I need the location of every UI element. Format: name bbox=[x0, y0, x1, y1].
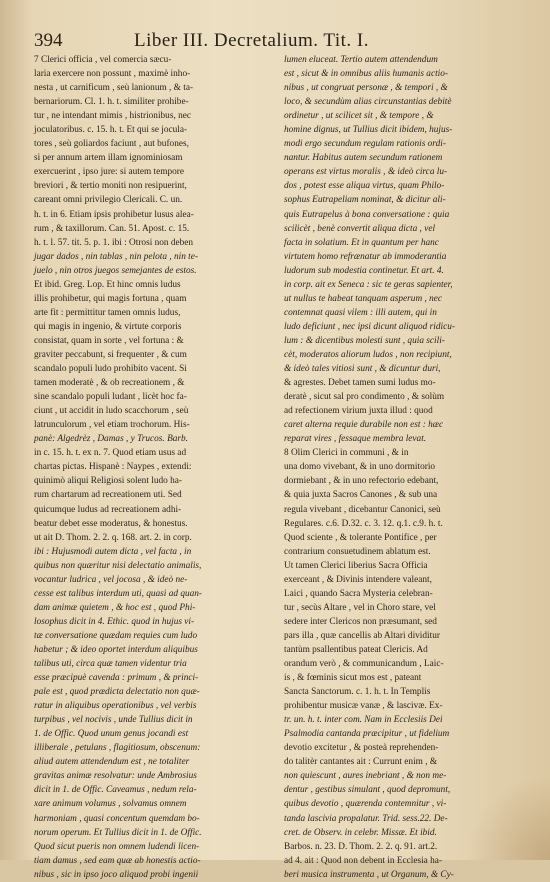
text-line: careant omni privilegio Clericali. C. un. bbox=[34, 195, 183, 206]
text-line: is , & fœminis sicut mos est , pateant bbox=[284, 673, 422, 684]
page-number: 394 bbox=[34, 30, 63, 51]
text-line: consistat, quam in sorte , vel fortuna : & bbox=[34, 335, 184, 346]
text-line: dam animæ quietem , & hoc est , quod Phi- bbox=[34, 602, 196, 613]
text-line: tanda lascivia propalatur. Trid. sess.22. De- bbox=[284, 813, 448, 824]
text-line: arte fit : permittitur tamen omnis ludus, bbox=[34, 307, 181, 318]
text-line: illiberale , petulans , flagitiosum, obscenum: bbox=[34, 743, 201, 754]
text-line: harmoniam , quasi concentum quemdam bo- bbox=[34, 813, 200, 824]
text-line: operans est virtus moralis , & ideò circa lu- bbox=[284, 167, 448, 178]
text-line: dormiebant , & in uno refectorio edebant, bbox=[284, 476, 439, 487]
text-line: ut ait D. Thom. 2. 2. q. 168. art. 2. in corp. bbox=[34, 532, 192, 543]
text-line: jugar dados , nin tablas , nin pelota , nin te- bbox=[34, 251, 198, 262]
text-line: Regulares. c.6. D.32. c. 3. 12. q.1. c.9. h. t. bbox=[284, 518, 443, 529]
text-line: non quiescunt , aures inebriant , & non me- bbox=[284, 771, 447, 782]
text-line: Psalmodia cantanda præcipitur , ut fidelium bbox=[284, 729, 450, 740]
text-line: beatur debet esse moderatus, & honestus. bbox=[34, 518, 188, 529]
text-line: Laici , quando Sacra Mysteria celebran- bbox=[284, 588, 433, 599]
text-line: tantùm psallentibus pateat Clericis. Ad bbox=[284, 644, 428, 655]
text-line: caret alterna requie durabile non est : hæc bbox=[284, 420, 444, 431]
text-line: breviori , & tertio moniti non resipuerint, bbox=[34, 181, 187, 192]
text-line: talibus uti, circa quæ tamen videntur tria bbox=[34, 659, 187, 670]
text-line: habetur ; & ideo oportet interdum aliquibus bbox=[34, 644, 198, 655]
text-line: dicit in 1. de Offic. Caveamus , nedum rela- bbox=[34, 785, 197, 796]
text-line: sine scandalo populi ludant , licèt hoc fa- bbox=[34, 392, 187, 403]
text-line: laria exercere non possunt , maximè inho- bbox=[34, 69, 191, 80]
text-line: loco, & secundùm alias circunstantias debitè bbox=[284, 97, 452, 108]
text-line: nibus , ut congruat personæ , & tempori , & bbox=[284, 83, 448, 94]
text-line: Barbos. n. 23. D. Thom. 2. 2. q. 91. art.2. bbox=[284, 841, 438, 852]
left-text-column bbox=[34, 53, 272, 880]
text-line: cesse est talibus interdum uti, quasi ad quan- bbox=[34, 588, 203, 599]
text-line: una domo vivebant, & in uno dormitorio bbox=[284, 462, 436, 473]
text-line: latrunculorum , vel etiam trochorum. His- bbox=[34, 420, 190, 431]
text-line: dos , potest esse aliqua virtus, quam Philo- bbox=[284, 181, 445, 192]
text-line: si per annum artem illam ignominiosam bbox=[34, 153, 183, 164]
text-line: losophus dicit in 4. Ethic. quod in hujus vi- bbox=[34, 616, 195, 627]
text-line: & ideò tales vitiosi sunt , & dicuntur duri, bbox=[284, 364, 441, 375]
text-line: sedere inter Clericos non præsumant, sed bbox=[284, 616, 437, 627]
text-line: joculatoribus. c. 15. h. t. Et qui se jocula- bbox=[34, 125, 188, 136]
text-line: ludorum sub modestia continetur. Et art. 4. bbox=[284, 265, 444, 276]
text-line: ut nullus te habeat tanquam asperum , nec bbox=[284, 293, 443, 304]
text-line: ratur in aliquibus operationibus , vel verbis bbox=[34, 701, 197, 712]
text-line: deratè , sicut sal pro condimento , & solùm bbox=[284, 392, 445, 403]
text-line: h. t. l. 57. tit. 5. p. 1. ibi : Otrosi non deben bbox=[34, 237, 194, 248]
text-line: facta in solatium. Et in quantum per hanc bbox=[284, 237, 439, 248]
text-line: nesta , ut carnificum , seù lanionum , & ta- bbox=[34, 83, 194, 94]
text-line: rum chartarum ad recreationem uti. Sed bbox=[34, 490, 182, 501]
text-line: illis prohibetur, qui magis fortuna , quam bbox=[34, 293, 187, 304]
text-line: contemnat quasi vilem : illi autem, qui in bbox=[284, 307, 437, 318]
text-line: ad refectionem virium juxta illud : quod bbox=[284, 406, 433, 417]
right-text-column bbox=[284, 53, 522, 880]
text-line: regula vivebant , dicebantur Canonici, seù bbox=[284, 504, 441, 515]
text-line: quis Eutrapelus à bona conversatione : quia bbox=[284, 209, 450, 220]
text-line: nibus , sic in ipso joco aliquod probi ingenii bbox=[34, 869, 199, 880]
text-line: reparat vires , fessaque membra levat. bbox=[284, 434, 427, 445]
text-line: exerceant , & Divinis intendere valeant, bbox=[284, 574, 432, 585]
text-line: tiam damus , sed eam quæ ab honestis actio- bbox=[34, 855, 201, 866]
text-line: bernariorum. Cl. 1. h. t. similiter prohibe- bbox=[34, 97, 189, 108]
text-line: turpibus , vel nocivis , unde Tullius dicit in bbox=[34, 715, 193, 726]
text-line: graviter peccabunt, si frequenter , & cum bbox=[34, 349, 187, 360]
text-line: tores , seù goliardos faciunt , aut bufones, bbox=[34, 139, 189, 150]
text-line: Ut tamen Clerici liberius Sacra Officia bbox=[284, 560, 428, 571]
text-line: gravitas animæ resolvatur: unde Ambrosius bbox=[34, 771, 197, 782]
text-line: tur , secùs Altare , vel in Choro stare, vel bbox=[284, 602, 436, 613]
text-line: quicumque ludus ad recreationem adhi- bbox=[34, 504, 182, 515]
text-line: cret. de Observ. in celebr. Missæ. Et ibid. bbox=[284, 827, 437, 838]
text-line: ordinetur , ut scilicet sit , & tempore , & bbox=[284, 111, 434, 122]
text-line: prohibentur musicæ vanæ , & lascivæ. Ex- bbox=[284, 701, 443, 712]
text-line: homine dignus, ut Tullius dicit ibidem, hujus- bbox=[284, 125, 453, 136]
text-line: lum : & dicentibus molesti sunt , quia scili- bbox=[284, 335, 445, 346]
text-line: rum , & taxillorum. Can. 51. Apost. c. 15. bbox=[34, 223, 190, 234]
text-line: virtutem homo refrænatur ab immoderantia bbox=[284, 251, 447, 262]
text-line: sophus Eutrapeliam nominat, & dicitur ali- bbox=[284, 195, 446, 206]
text-line: beri musica instrumenta , ut Organum, & Cy- bbox=[284, 869, 454, 880]
text-line: exercuerint , ipso jure: si autem tempore bbox=[34, 167, 184, 178]
text-line: xare animum volumus , solvamus omnem bbox=[34, 799, 187, 810]
text-line: & agrestes. Debet tamen sumi ludus mo- bbox=[284, 378, 436, 389]
text-line: vocantur ludrica , vel jocosa , & ideò ne- bbox=[34, 574, 188, 585]
text-line: & quia juxta Sacros Canones , & sub una bbox=[284, 490, 438, 501]
text-line: tæ conversatione quædam requies cum ludo bbox=[34, 630, 198, 641]
text-line: qui magis in ingenio, & virtute corporis bbox=[34, 321, 182, 332]
text-line: nantur. Habitus autem secundum rationem bbox=[284, 153, 443, 164]
text-line: est , sicut & in omnibus aliis humanis actio- bbox=[284, 69, 448, 80]
text-line: modi ergo secundum regulam rationis ordi- bbox=[284, 139, 446, 150]
page-header bbox=[34, 30, 504, 54]
text-line: chartas pictas. Hispanè : Naypes , extendi: bbox=[34, 462, 192, 473]
text-line: tamen moderatè , & ob recreationem , & bbox=[34, 378, 185, 389]
text-line: ad 4. ait : Quod non debent in Ecclesia ha- bbox=[284, 855, 442, 866]
text-line: dentur , gestibus simulant , quod depromunt, bbox=[284, 785, 451, 796]
text-line: aliud autem attendendum est , ne totaliter bbox=[34, 757, 190, 768]
text-line: in c. 15. h. t. ex n. 7. Quod etiam usus ad bbox=[34, 448, 187, 459]
text-line: cèt, moderatos aliorum ludos , non recipiunt, bbox=[284, 349, 452, 360]
text-line: scandalo populi ludo prohibito vacent. Si bbox=[34, 364, 187, 375]
text-line: ibi : Hujusmodi autem dicta , vel facta , in bbox=[34, 546, 192, 557]
text-line: devotio excitetur , & posteà reprehenden- bbox=[284, 743, 439, 754]
text-line: 7 Clerici officia , vel comercia sæcu- bbox=[34, 55, 172, 65]
text-line: in corp. ait ex Seneca : sic te geras sapienter, bbox=[284, 279, 453, 290]
text-line: quibus non quæritur nisi delectatio animalis, bbox=[34, 560, 202, 571]
text-line: do talitèr cantantes ait : Currunt enim , & bbox=[284, 757, 438, 768]
text-line: pars illa , quæ cancellis ab Altari dividitur bbox=[284, 630, 440, 641]
text-line: Sancta Sanctorum. c. 1. h. t. In Templis bbox=[284, 687, 431, 698]
text-line: 8 Olim Clerici in communi , & in bbox=[284, 448, 409, 459]
text-line: quinimò aliqui Religiosi solent ludo ha- bbox=[34, 476, 182, 487]
text-line: h. t. in 6. Etiam ipsis prohibetur lusus alea- bbox=[34, 209, 194, 220]
text-line: norum operum. Et Tullius dicit in 1. de Offic. bbox=[34, 827, 202, 838]
text-line: esse præcipuè cavenda : primum , & princi- bbox=[34, 673, 199, 684]
text-line: quibus devotio , quærenda contemnitur , vi- bbox=[284, 799, 447, 810]
text-line: tr. un. h. t. inter com. Nam in Ecclesiis Dei bbox=[284, 715, 443, 726]
text-line: 1. de Offic. Quod unum genus jocandi est bbox=[34, 729, 189, 740]
text-line: ludo deficiunt , nec ipsi dicunt aliquod ridicu- bbox=[284, 321, 455, 332]
text-line: juelo , nin otros juegos semejantes de estos. bbox=[34, 265, 197, 276]
text-line: ciunt , ut accidit in ludo scacchorum , seù bbox=[34, 406, 189, 417]
text-line: Quod sicut pueris non omnem ludendi licen- bbox=[34, 841, 200, 852]
text-line: scilicèt , benè convertit aliqua dicta , vel bbox=[284, 223, 436, 234]
text-line: lumen eluceat. Tertio autem attendendum bbox=[284, 55, 438, 65]
text-line: contrarium consuetudinem ablatum est. bbox=[284, 546, 431, 557]
text-line: Quod sciente , & tolerante Pontifice , per bbox=[284, 532, 437, 543]
text-line: Et ibid. Greg. Lop. Et hinc omnis ludus bbox=[34, 279, 181, 290]
text-line: orandum verò , & communicandum , Laic- bbox=[284, 659, 444, 670]
running-head: Liber III. Decretalium. Tit. I. bbox=[134, 30, 370, 51]
text-line: tur , ne intendant mimis , histrionibus, nec bbox=[34, 111, 191, 122]
text-line: pale est , quod prædicta delectatio non quæ- bbox=[34, 687, 200, 698]
text-line: panè: Algedrèz , Damas , y Trucos. Barb. bbox=[34, 434, 188, 445]
